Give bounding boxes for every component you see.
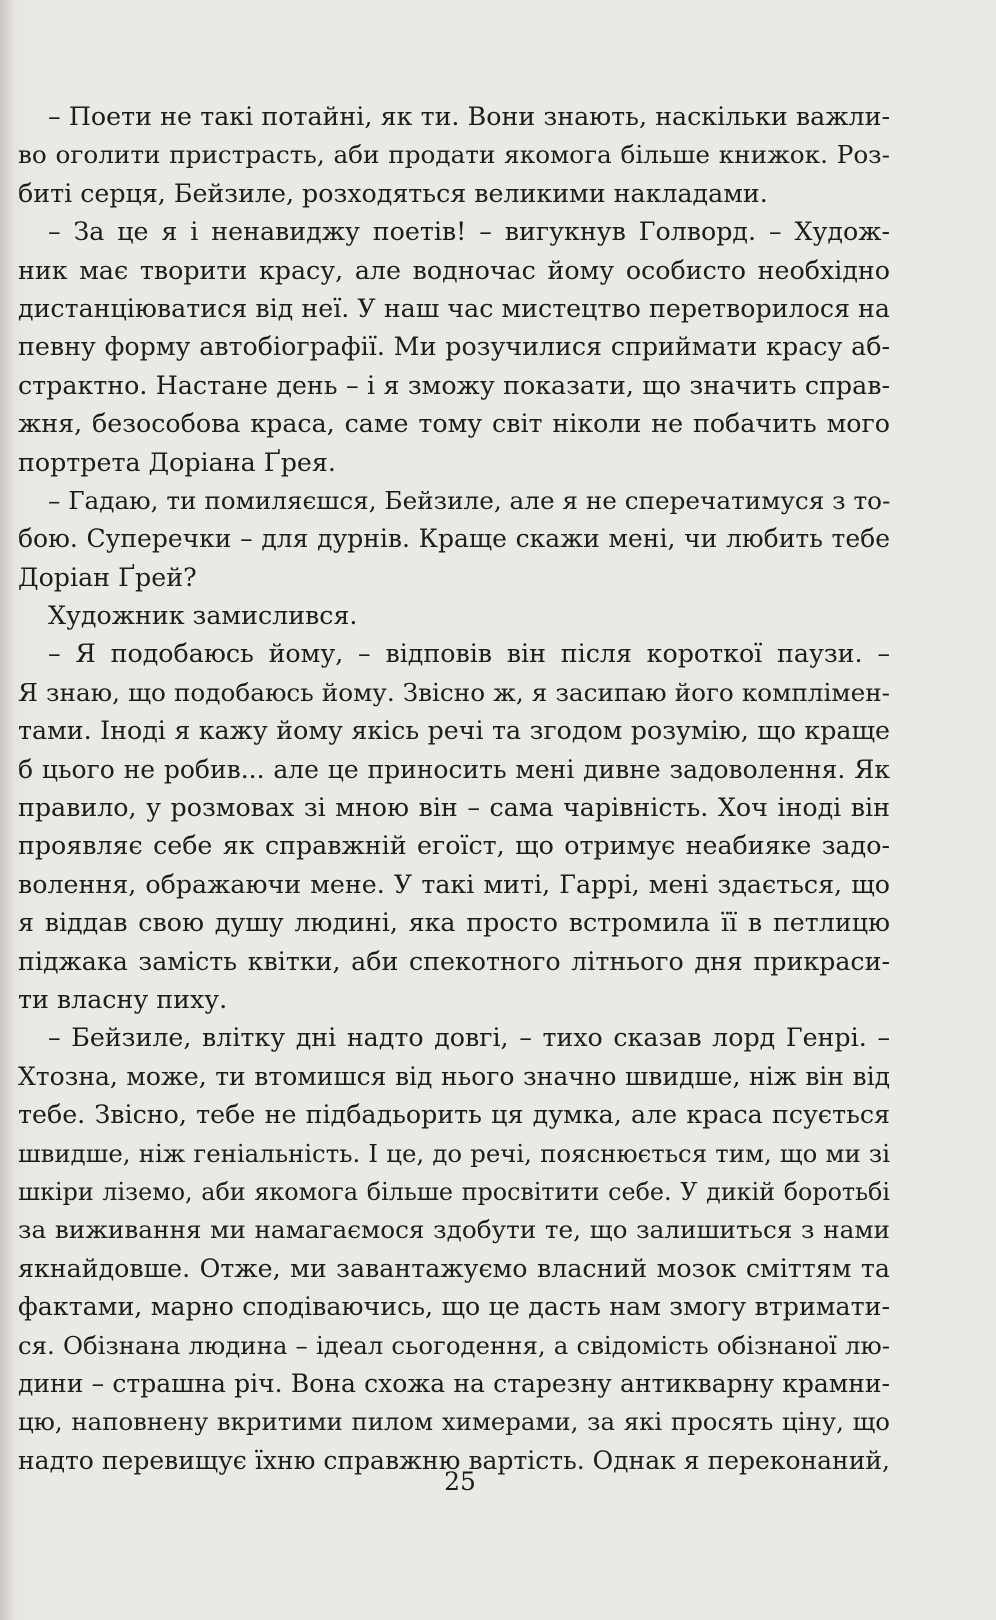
text-line: надто перевищує їхню справжню вартість. Однак я переконаний, — [18, 1445, 890, 1475]
text-line: ник має творити красу, але водночас йому особисто необхідно — [18, 255, 890, 285]
text-line: страктно. Настане день – і я зможу показати, що значить справ- — [18, 370, 890, 400]
text-line: правило, у розмовах зі мною він – сама чарівність. Хоч іноді він — [18, 793, 890, 823]
text-line: дини – страшна річ. Вона схожа на старезну антикварну крамни- — [18, 1368, 890, 1398]
page-number: 25 — [444, 1467, 476, 1496]
text-line: Хтозна, може, ти втомишся від нього значно швидше, ніж він від — [18, 1061, 890, 1091]
text-line: певну форму автобіографії. Ми розучилися сприймати красу аб- — [18, 332, 890, 362]
text-line: – Я подобаюсь йому, – відповів він після короткої паузи. – — [48, 639, 890, 669]
text-line: биті серця, Бейзиле, розходяться великими накладами. — [18, 178, 768, 208]
body-text — [18, 98, 890, 1480]
text-line: шкіри ліземо, аби якомога більше просвітити себе. У дикій боротьбі — [18, 1177, 890, 1206]
text-line: – За це я і ненавиджу поетів! – вигукнув Голворд. – Худож- — [48, 217, 890, 247]
text-line: жня, безособова краса, саме тому світ ніколи не побачить мого — [18, 409, 890, 439]
text-line: б цього не робив... але це приносить мені дивне задоволення. Як — [18, 754, 890, 784]
text-line: за виживання ми намагаємося здобути те, що залишиться з нами — [18, 1215, 890, 1245]
text-line: піджака замість квітки, аби спекотного літнього дня прикраси- — [18, 946, 890, 976]
text-line: фактами, марно сподіваючись, що це дасть нам змогу втримати- — [18, 1292, 890, 1322]
text-line: портрета Доріана Ґрея. — [18, 447, 336, 477]
text-line: тами. Іноді я кажу йому якісь речі та згодом розумію, що краще — [18, 716, 890, 746]
text-line: Я знаю, що подобаюсь йому. Звісно ж, я засипаю його комплімен- — [18, 677, 890, 707]
text-line: дистанціюватися від неї. У наш час мистецтво перетворилося на — [18, 293, 890, 323]
text-line: волення, ображаючи мене. У такі миті, Гаррі, мені здається, що — [18, 869, 890, 899]
text-line: ся. Обізнана людина – ідеал сьогодення, а свідомість обізнаної лю- — [18, 1330, 890, 1360]
text-line: во оголити пристрасть, аби продати якомога більше книжок. Роз- — [18, 140, 890, 170]
text-line: ти власну пиху. — [18, 984, 228, 1014]
text-line: – Бейзиле, влітку дні надто довгі, – тихо сказав лорд Генрі. – — [48, 1023, 890, 1053]
text-line: швидше, ніж геніальність. І це, до речі, пояснюється тим, що ми зі — [18, 1138, 890, 1168]
text-line: Доріан Ґрей? — [18, 562, 197, 592]
text-line: проявляє себе як справжній егоїст, що отримує неабияке задо- — [18, 831, 890, 861]
text-line: якнайдовше. Отже, ми завантажуємо власний мозок сміттям та — [18, 1253, 890, 1283]
text-line: тебе. Звісно, тебе не підбадьорить ця думка, але краса псується — [18, 1100, 890, 1130]
text-line: бою. Суперечки – для дурнів. Краще скажи мені, чи любить тебе — [18, 524, 890, 554]
text-line: я віддав свою душу людині, яка просто встромила її в петлицю — [18, 908, 890, 938]
text-line: – Гадаю, ти помиляєшся, Бейзиле, але я не сперечатимуся з то- — [48, 485, 891, 515]
text-line: Художник замислився. — [48, 601, 358, 631]
text-line: цю, наповнену вкритими пилом химерами, за які просять ціну, що — [18, 1407, 890, 1437]
text-line: – Поети не такі потайні, як ти. Вони знають, наскільки важли- — [48, 102, 890, 131]
